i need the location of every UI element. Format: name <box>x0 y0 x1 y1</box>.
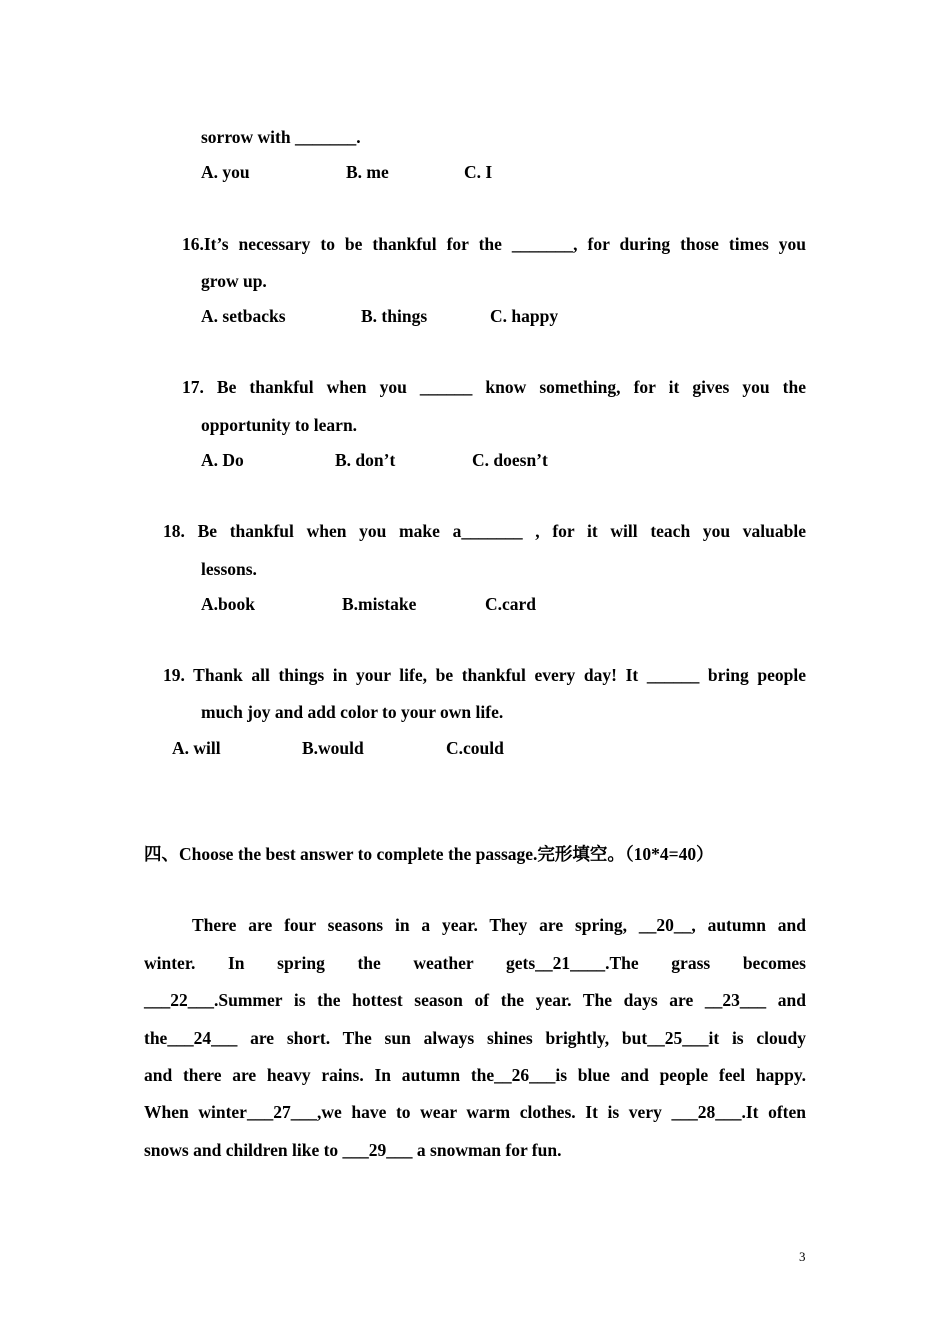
q18-option-c: C.card <box>485 594 537 614</box>
q17-stem-line2: opportunity to learn. <box>201 415 358 435</box>
q15-continuation: sorrow with _______. <box>201 127 361 147</box>
q18-option-b: B.mistake <box>342 594 417 614</box>
q16-option-a: A. setbacks <box>201 306 286 326</box>
q18-stem-line1: 18. Be thankful when you make a_______ , for it will teach you valuable <box>163 521 806 541</box>
q17-option-a: A. Do <box>201 450 244 470</box>
q16-option-b: B. things <box>361 306 428 326</box>
q19-option-b: B.would <box>302 738 364 758</box>
page-number: 3 <box>799 1249 806 1264</box>
q17-option-b: B. don’t <box>335 450 396 470</box>
passage-line-4: the___24___ are short. The sun always shines brightly, but__25___it is cloudy <box>144 1028 806 1048</box>
passage-line-6: When winter___27___,we have to wear warm clothes. It is very ___28___.It often <box>144 1102 806 1122</box>
q16-option-c: C. happy <box>490 306 559 326</box>
q19-option-c: C.could <box>446 738 504 758</box>
q16-stem-line1: 16.It’s necessary to be thankful for the _______, for during those times you <box>182 234 806 254</box>
q15-option-c: C. I <box>464 162 493 182</box>
q15-option-b: B. me <box>346 162 389 182</box>
passage-line-5: and there are heavy rains. In autumn the__26___is blue and people feel happy. <box>144 1065 806 1085</box>
passage-line-7: snows and children like to ___29___ a snowman for fun. <box>144 1140 562 1160</box>
q18-option-a: A.book <box>201 594 255 614</box>
q15-option-a: A. you <box>201 162 250 182</box>
passage-line-1: There are four seasons in a year. They are spring, __20__, autumn and <box>192 915 806 935</box>
q17-option-c: C. doesn’t <box>472 450 548 470</box>
q19-option-a: A. will <box>172 738 221 758</box>
q17-stem-line1: 17. Be thankful when you ______ know something, for it gives you the <box>182 377 806 397</box>
q16-stem-line2: grow up. <box>201 271 267 291</box>
passage-line-3: ___22___.Summer is the hottest season of the year. The days are __23___ and <box>144 990 806 1010</box>
passage-line-2: winter. In spring the weather gets__21____.The grass becomes <box>144 953 806 973</box>
q19-stem-line1: 19. Thank all things in your life, be thankful every day! It ______ bring people <box>163 665 806 685</box>
q19-stem-line2: much joy and add color to your own life. <box>201 702 504 722</box>
section4-heading: 四、Choose the best answer to complete the passage.完形填空。（10*4=40） <box>144 844 714 864</box>
q18-stem-line2: lessons. <box>201 559 257 579</box>
